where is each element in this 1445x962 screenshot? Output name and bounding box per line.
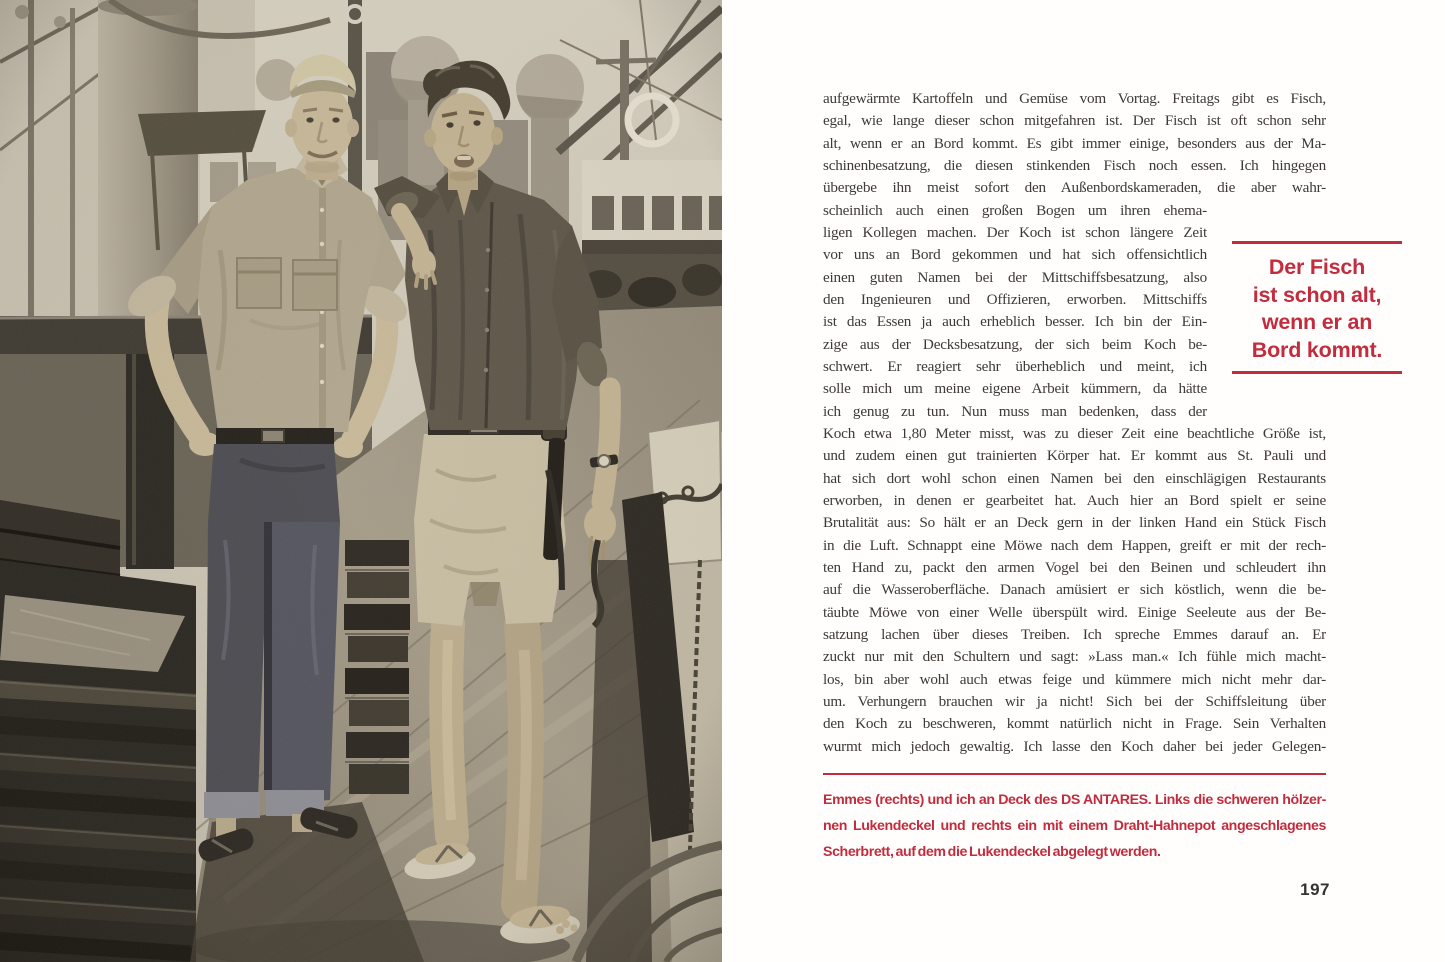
pull-quote-line: wenn er an — [1261, 310, 1373, 334]
body-text-line: auf die Wasseroberfläche. Danach amüsiert er sich köstlich, wenn die be- — [823, 581, 1326, 599]
body-text-line: los, bin aber wohl auch etwas feige und kümmere mich nicht mehr dar- — [823, 670, 1326, 688]
body-text-line: scheinlich auch einen großen Bogen um ihren ehema- — [823, 201, 1207, 219]
body-text-line: schwert. Er reagiert sehr überheblich und meint, ich — [823, 357, 1207, 375]
pull-quote-line: Bord kommt. — [1251, 337, 1383, 362]
body-text-line: schinenbesatzung, die diesen stinkenden Fisch noch essen. Ich hingegen — [823, 156, 1326, 174]
body-text-line: aufgewärmte Kartoffeln und Gemüse vom Vortag. Freitags gibt es Fisch, — [823, 90, 1326, 107]
deck-photo — [0, 0, 722, 962]
body-text-line: ist das Essen ja auch erheblich besser. Ich bin der Ein- — [823, 313, 1207, 331]
body-text-line: den Ingenieuren und Offizieren, erworben. Mittschiffs — [823, 290, 1207, 308]
body-text-line: den Koch zu beschweren, kommt natürlich nicht in Frage. Sein Verhalten — [823, 715, 1326, 733]
caption-line: nen Lukendeckel und rechts ein mit einem Draht-Hahnepot angeschlagenes — [823, 818, 1326, 834]
caption-text — [823, 775, 1326, 865]
deck-photo-illustration — [0, 0, 722, 962]
body-text-line: alt, wenn er an Bord kommt. Es gibt immer einige, besonders aus der Ma- — [823, 134, 1326, 152]
body-text-line: übergebe ihn meist sofort den Außenbordskameraden, die aber wahr- — [823, 179, 1326, 197]
body-text-line: solle mich um meine eigene Arbeit kümmern, da hätte — [823, 380, 1207, 398]
caption-line: Emmes (rechts) und ich an Deck des DS ANTARES. Links die schweren hölzer- — [823, 792, 1326, 808]
body-text-line: und zudem einen gut trainierten Körper hat. Er kommt aus St. Pauli und — [823, 447, 1326, 465]
body-paragraph-bottom — [823, 423, 1326, 758]
photo-caption — [823, 773, 1326, 865]
pull-quote — [1232, 241, 1402, 374]
body-text-line: ich genug zu tun. Nun muss man bedenken, dass der — [823, 402, 1207, 420]
body-text-line: in die Luft. Schnappt eine Möwe nach dem Happen, greift er mit der rech- — [823, 536, 1326, 554]
pull-quote-rule-bottom — [1232, 371, 1402, 374]
body-text-line: hat sich dort wohl schon einen Namen bei den einschlägigen Restaurants — [823, 469, 1326, 487]
body-text-line: wurmt mich jedoch gewaltig. Ich lasse den Koch daher bei jeder Gelegen- — [823, 737, 1326, 755]
page-number: 197 — [1300, 880, 1330, 899]
pull-quote-line: Der Fisch — [1268, 255, 1366, 279]
body-text-line: einen guten Namen bei der Mittschiffsbesatzung, also — [823, 268, 1207, 286]
body-text-line: Brutalität aus: So hält er an Deck gern in der linken Hand ein Stück Fisch — [823, 514, 1326, 532]
body-text — [823, 88, 1326, 758]
body-text-line: ten Hand zu, packt den armen Vogel bei den Beinen und schleudert ihn — [823, 558, 1326, 576]
body-text-line: zige aus der Decksbesatzung, der sich beim Koch be- — [823, 335, 1207, 353]
body-text-line: zuckt nur mit den Schultern und sagt: »Lass man.« Ich fühle mich macht- — [823, 648, 1326, 666]
body-text-line: erworben, in denen er gearbeitet hat. Auch hier an Bord spielt er seine — [823, 491, 1326, 509]
body-text-line: satzung lachen über dieses Treiben. Ich spreche Emmes darauf an. Er — [823, 625, 1326, 643]
body-text-line: ligen Kollegen machen. Der Koch ist schon längere Zeit — [823, 223, 1207, 241]
caption-line: Scherbrett, auf dem die Lukendeckel abgelegt werden. — [823, 844, 1161, 860]
body-text-line: egal, wie lange dieser schon mitgefahren ist. Der Fisch ist oft schon sehr — [823, 112, 1326, 130]
body-text-line: um. Verhungern brauchen wir ja nicht! Sich bei der Schiffsleitung über — [823, 692, 1326, 710]
body-paragraph-top — [823, 88, 1326, 200]
pull-quote-text — [1232, 244, 1402, 371]
body-text-line: Koch etwa 1,80 Meter misst, was zu dieser Zeit eine beachtliche Größe ist, — [823, 424, 1326, 442]
vignette — [0, 0, 722, 962]
body-text-line: vor uns an Bord gekommen und hat sich offensichtlich — [823, 246, 1207, 264]
body-text-line: täubte Möwe von einer Welle überspült wird. Einige Seeleute aus der Be- — [823, 603, 1326, 621]
pull-quote-line: ist schon alt, — [1252, 282, 1382, 307]
